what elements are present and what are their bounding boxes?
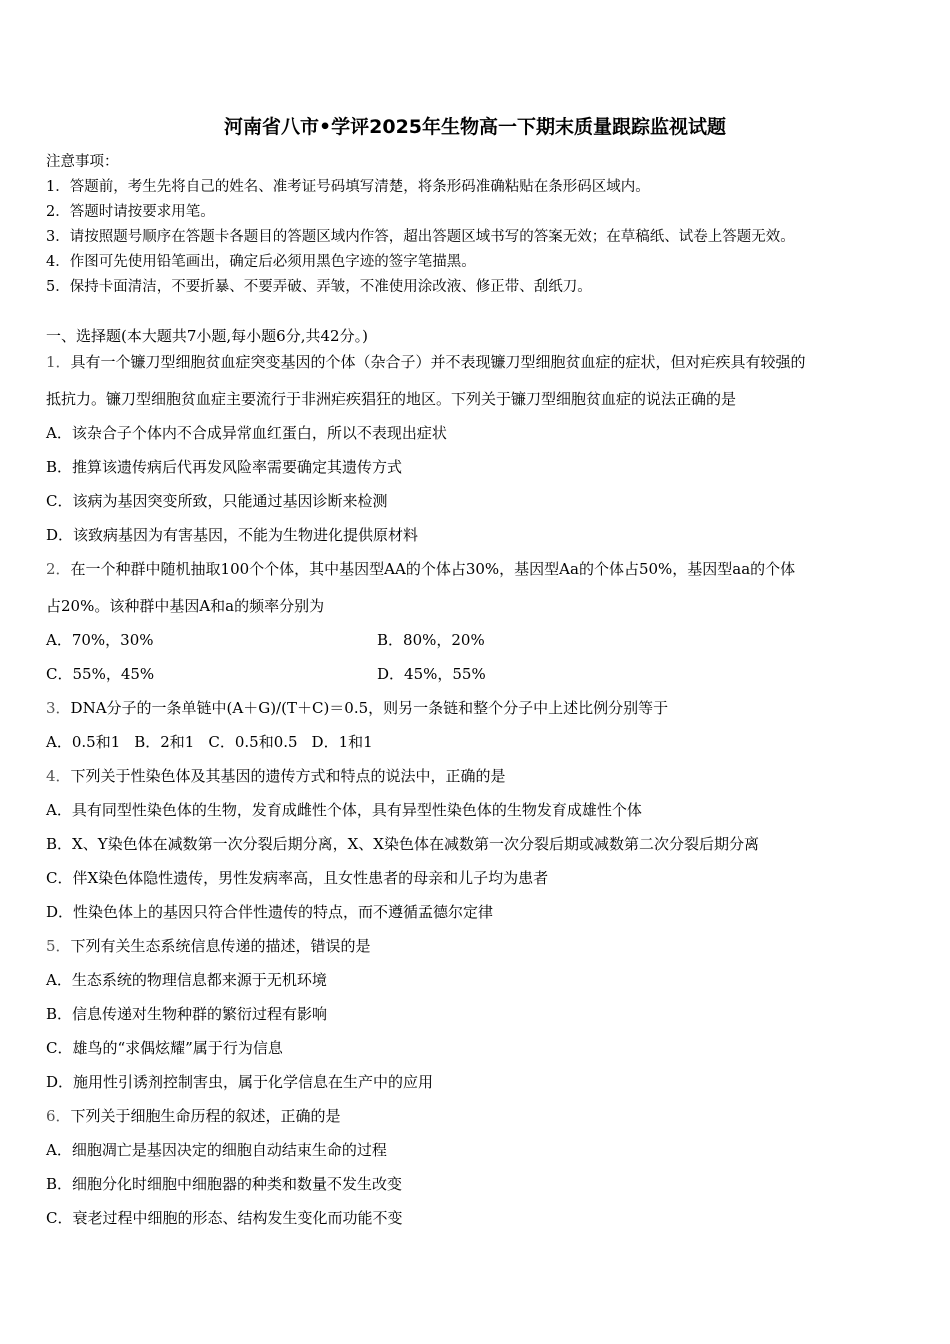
option-item[interactable]: D．该致病基因为有害基因，不能为生物进化提供原材料: [46, 526, 419, 544]
option-item[interactable]: B．2和1: [134, 733, 195, 751]
option-item[interactable]: C．衰老过程中细胞的形态、结构发生变化而功能不变: [46, 1209, 403, 1227]
question-stem-text: 下列关于性染色体及其基因的遗传方式和特点的说法中，正确的是: [70, 767, 506, 785]
option-item[interactable]: B．推算该遗传病后代再发风险率需要确定其遗传方式: [46, 458, 403, 476]
option-item[interactable]: A．生态系统的物理信息都来源于无机环境: [46, 971, 327, 989]
option-item[interactable]: A．该杂合子个体内不合成异常血红蛋白，所以不表现出症状: [46, 424, 447, 442]
question-2-stem: [46, 559, 795, 579]
option-item[interactable]: C．55%，45%: [46, 665, 155, 683]
question-1-stem-cont: 抵抗力。镰刀型细胞贫血症主要流行于非洲疟疾猖狂的地区。下列关于镰刀型细胞贫血症的说法正确的是: [46, 390, 737, 408]
page-title: 河南省八市•学评2025年生物高一下期末质量跟踪监视试题: [223, 116, 727, 138]
question-3-stem: [46, 698, 668, 718]
option-item[interactable]: B．细胞分化时细胞中细胞器的种类和数量不发生改变: [46, 1175, 403, 1193]
notice-item: 1．答题前，考生先将自己的姓名、准考证号码填写清楚，将条形码准确粘贴在条形码区域内。: [46, 179, 650, 195]
question-stem-text: 下列有关生态系统信息传递的描述，错误的是: [70, 937, 371, 955]
notice-item: 5．保持卡面清洁，不要折暴、不要弄破、弄皱，不准使用涂改液、修正带、刮纸刀。: [46, 279, 592, 295]
question-number: 2．: [46, 560, 71, 578]
notice-item: 3．请按照题号顺序在答题卡各题目的答题区域内作答，超出答题区域书写的答案无效；在草稿纸、试卷上答题无效。: [46, 229, 795, 245]
option-item[interactable]: D．1和1: [311, 733, 373, 751]
question-stem-text: DNA分子的一条单链中(A＋G)/(T＋C)＝0.5，则另一条链和整个分子中上述比例分别等于: [70, 699, 669, 717]
question-stem-text: 在一个种群中随机抽取100个个体，其中基因型AA的个体占30%，基因型Aa的个体占50%，基因型aa的个体: [70, 560, 796, 578]
option-item[interactable]: C．该病为基因突变所致，只能通过基因诊断来检测: [46, 492, 388, 510]
question-5-stem: [46, 936, 371, 956]
notice-item: 4．作图可先使用铅笔画出，确定后必须用黑色字迹的签字笔描黑。: [46, 254, 476, 270]
option-item[interactable]: B．80%，20%: [377, 631, 485, 649]
option-item[interactable]: D．性染色体上的基因只符合伴性遗传的特点，而不遵循孟德尔定律: [46, 903, 494, 921]
option-item[interactable]: A．具有同型性染色体的生物，发育成雌性个体，具有异型性染色体的生物发育成雄性个体: [46, 801, 642, 819]
question-1-stem: [46, 352, 806, 372]
option-item[interactable]: A．70%，30%: [46, 631, 154, 649]
question-number: 5．: [46, 937, 71, 955]
question-number: 1．: [46, 353, 71, 371]
question-stem-text: 下列关于细胞生命历程的叙述，正确的是: [70, 1107, 341, 1125]
option-item[interactable]: C．雄鸟的“求偶炫耀”属于行为信息: [46, 1039, 283, 1057]
option-item[interactable]: D．施用性引诱剂控制害虫，属于化学信息在生产中的应用: [46, 1073, 434, 1091]
question-number: 6．: [46, 1107, 71, 1125]
option-item[interactable]: C．伴X染色体隐性遗传，男性发病率高，且女性患者的母亲和儿子均为患者: [46, 869, 549, 887]
option-item[interactable]: B．信息传递对生物种群的繁衍过程有影响: [46, 1005, 328, 1023]
question-4-stem: [46, 766, 506, 786]
notice-heading: 注意事项：: [46, 154, 119, 170]
option-item[interactable]: B．X、Y染色体在减数第一次分裂后期分离，X、X染色体在减数第一次分裂后期或减数第二次分裂后期分离: [46, 835, 759, 853]
question-stem-text: 具有一个镰刀型细胞贫血症突变基因的个体（杂合子）并不表现镰刀型细胞贫血症的症状，但对疟疾具有较强的: [70, 353, 806, 371]
question-2-stem-cont: 占20%。该种群中基因A和a的频率分别为: [46, 597, 325, 615]
option-item[interactable]: A．细胞凋亡是基因决定的细胞自动结束生命的过程: [46, 1141, 387, 1159]
notice-item: 2．答题时请按要求用笔。: [46, 204, 215, 220]
question-3-options: [46, 732, 387, 752]
option-item[interactable]: A．0.5和1: [46, 733, 121, 751]
option-item[interactable]: D．45%，55%: [377, 665, 486, 683]
option-item[interactable]: C．0.5和0.5: [208, 733, 298, 751]
question-number: 4．: [46, 767, 71, 785]
question-number: 3．: [46, 699, 71, 717]
question-6-stem: [46, 1106, 341, 1126]
section-heading: 一、选择题(本大题共7小题,每小题6分,共42分。): [46, 327, 368, 345]
